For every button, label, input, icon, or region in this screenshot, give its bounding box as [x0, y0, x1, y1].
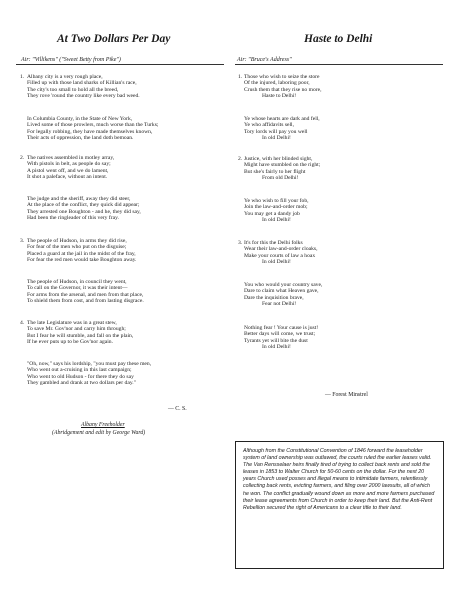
- verse-line: To shield them from cost, and from lasting disgrace.: [27, 298, 144, 305]
- verse-line: You who would your country save,: [244, 282, 323, 288]
- verse-line: But I fear he will stumble, and fall on the plain,: [27, 332, 134, 339]
- verse-line: The people of Hudson, in arms they did rise,: [27, 238, 127, 244]
- stanza: [20, 238, 137, 264]
- refrain-line: Fear not Delhi!: [262, 301, 297, 308]
- verse-line: They rove 'round the country like every bad weed.: [27, 93, 140, 100]
- air-line-left: [21, 57, 121, 63]
- song-title-right: Haste to Delhi: [304, 33, 373, 45]
- verse-line: If he ever puts up to be Gov'nor again.: [27, 339, 113, 346]
- stanza: [27, 116, 158, 142]
- verse-line: "Oh, now," says his lordship, "you must pay these men,: [27, 361, 152, 367]
- verse-line: Crush them that they rise no more,: [244, 86, 322, 93]
- stanza-number: 1.: [238, 74, 243, 80]
- stanza: [20, 74, 140, 100]
- verse-line: Dare the inquisition brave,: [244, 294, 304, 301]
- verse-line: Tyrants yet will bite the dust: [244, 337, 308, 344]
- stanza-number: 4.: [20, 320, 25, 326]
- verse-line: Justice, with her blinded sight,: [244, 156, 313, 162]
- verse-line: They arrested one Boughton - and he, they did say,: [27, 208, 141, 215]
- verse-line: Might have stumbled on the right;: [244, 162, 321, 169]
- verse-line: Ye who wish to fill your fob,: [244, 198, 309, 204]
- verse-line: For fear the red men would take Boughton away.: [27, 257, 137, 264]
- stanza: [27, 279, 144, 305]
- stanza-number: 2.: [238, 156, 243, 162]
- signature-right: — Forest Minstrel: [325, 392, 368, 398]
- stanza: [244, 116, 320, 142]
- verse-line: Their acts of oppression, the land doth bemoan.: [27, 135, 134, 142]
- verse-line: Join the law-and-order mob;: [244, 204, 308, 211]
- refrain-line: In old Delhi!: [262, 135, 291, 142]
- stanza: [244, 198, 309, 224]
- stanza: [244, 325, 318, 351]
- stanza-number: 3.: [20, 238, 25, 244]
- stanza: [238, 74, 322, 100]
- air-label: Air:: [237, 57, 247, 63]
- verse-line: Tory lords will pay you well: [244, 128, 308, 135]
- divider-rule: [16, 64, 224, 65]
- verse-line: Who went to old Hudson - for there they do say: [27, 373, 134, 380]
- verse-line: You may get a dandy job: [244, 210, 300, 217]
- air-tune: "Bruce's Address": [248, 57, 292, 63]
- refrain-line: From old Delhi!: [262, 175, 299, 182]
- verse-line: To save Mr. Gov'nor and carry him through;: [27, 326, 126, 333]
- verse-line: Albany city is a very rough place,: [27, 74, 103, 80]
- signature-left: — C. S.: [168, 406, 187, 412]
- verse-line: They gambled and drank at two dollars per day.": [27, 380, 136, 387]
- stanza: [27, 196, 141, 222]
- divider-rule: [235, 64, 443, 65]
- verse-line: It shot a paleface, without an intent.: [27, 174, 108, 181]
- verse-line: Of the injured, laboring poor,: [244, 80, 310, 87]
- verse-line: Dare to claim what Heaven gave,: [244, 288, 319, 295]
- verse-line: Wear their law-and-order cloaks,: [244, 246, 318, 253]
- verse-line: Better days will come, we trust;: [244, 331, 316, 338]
- source-publication: Albany Freeholder: [81, 422, 125, 428]
- verse-line: Had been the ringleader of this very fray.: [27, 215, 119, 222]
- verse-line: The people of Hudson, in council they went,: [27, 279, 127, 285]
- verse-line: But she's fairly to her flight: [244, 168, 306, 175]
- song-title-left: At Two Dollars Per Day: [57, 33, 171, 45]
- history-note-box: Although from the Constitutional Convention of 1846 forward the leaseholder system of land ownership was outlawed, the courts ruled the earlier leases valid. The Van Rensselaer heirs finally tired of trying to collect back rents and sold the leases in 1853 to Walter Church for 50-60 cents on the dollar. For the next 20 years Church used posses and illegal means to intimidate farmers, relentlessly collecting back rents, evicting farmers, and filing over 2000 lawsuits, all of which he won. The conflict gradually wound down as more and more farmers purchased their lease agreements from Church in order to keep their land. But the Anti-Rent Rebellion secured the right of Americans to a clear title to their land.: [235, 441, 444, 569]
- stanza: [27, 361, 151, 387]
- air-line-right: [237, 57, 292, 63]
- verse-line: For arms from the arsenal, and men from that place,: [27, 291, 144, 298]
- stanza: [244, 282, 322, 308]
- verse-line: The natives assembled in motley array,: [27, 155, 115, 161]
- verse-line: Those who wish to seize the store: [244, 74, 320, 80]
- refrain-line: In old Delhi!: [262, 217, 291, 224]
- stanza-number: 3.: [238, 240, 243, 246]
- refrain-line: In old Delhi!: [262, 259, 291, 266]
- editor-credit: (Abridgement and edit by George Ward): [52, 430, 146, 436]
- refrain-line: Haste to Delhi!: [262, 93, 297, 100]
- verse-line: Lived some of those prowlers, much worse than the Turks;: [27, 122, 159, 129]
- verse-line: Placed a guard at the jail in the midst of the fray,: [27, 250, 136, 257]
- verse-line: Ye who affidavits sell,: [244, 122, 294, 129]
- verse-line: A pistol went off, and we do lament,: [27, 167, 109, 174]
- verse-line: Nothing fear ! Your cause is just!: [244, 325, 319, 331]
- verse-line: Filled up with those land sharks of Killian's race,: [27, 80, 137, 87]
- verse-line: For legally robbing, they have made themselves known,: [27, 128, 153, 135]
- verse-line: Who went out a-cruising in this last campaign;: [27, 367, 132, 374]
- verse-line: To call on the Governor, it was their intent—: [27, 285, 128, 292]
- verse-line: Ye whose hearts are dark and fell,: [244, 116, 320, 122]
- verse-line: With pistols in belt, as people do say;: [27, 161, 111, 168]
- verse-line: At the place of the conflict, they quick did appear;: [27, 202, 140, 209]
- stanza: [238, 156, 321, 182]
- refrain-line: In old Delhi!: [262, 344, 291, 351]
- verse-line: The judge and the sheriff, away they did steer,: [27, 196, 131, 202]
- stanza-number: 2.: [20, 155, 25, 161]
- verse-line: For fear of the men who put on the disguise;: [27, 244, 127, 251]
- stanza-number: 1.: [20, 74, 25, 80]
- verse-line: The city's too small to hold all the breed,: [27, 86, 119, 93]
- verse-line: The late Legislature was in a great stew,: [27, 320, 117, 326]
- stanza: [20, 155, 115, 181]
- verse-line: In Columbia County, in the State of New York,: [27, 116, 133, 122]
- stanza: [20, 320, 134, 346]
- stanza: [238, 240, 318, 266]
- verse-line: Make your courts of law a hoax: [244, 252, 316, 259]
- air-tune: "Villikens" ("Sweet Betty from Pike"): [32, 57, 121, 63]
- air-label: Air:: [21, 57, 31, 63]
- verse-line: It's for this the Delhi folks: [244, 240, 303, 246]
